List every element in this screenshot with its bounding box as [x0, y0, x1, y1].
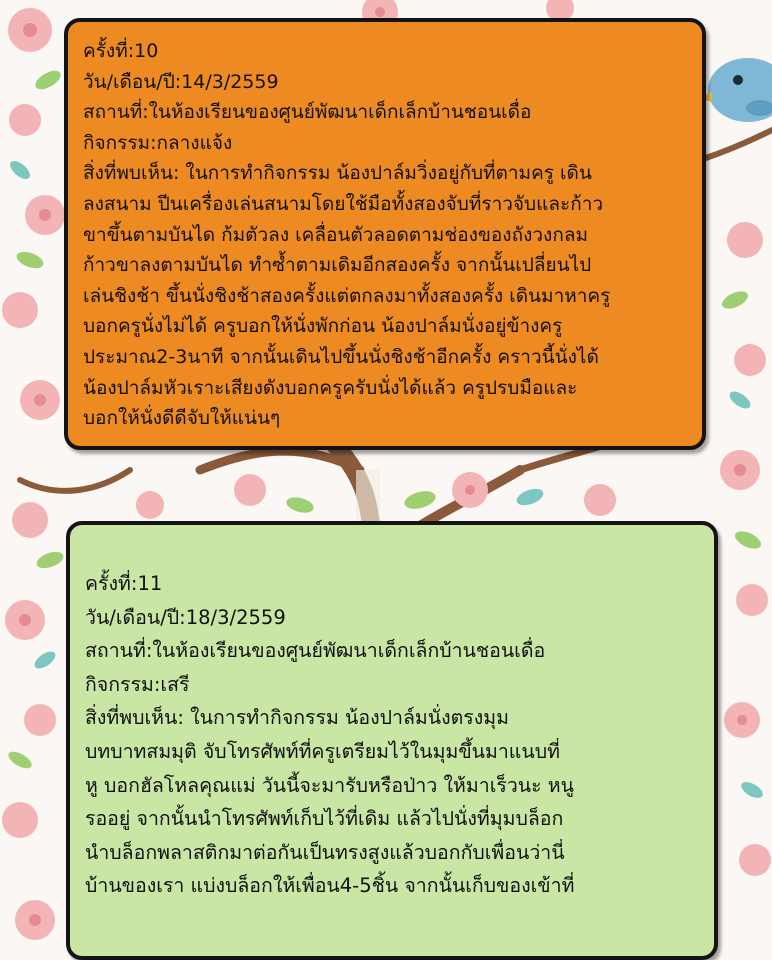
record-date: วัน/เดือน/ปี:14/3/2559	[83, 70, 279, 93]
bird-illustration	[700, 58, 772, 122]
record-location: สถานที่:ในห้องเรียนของศูนย์พัฒนาเด็กเล็กบ้านชอนเดื่อ	[83, 101, 532, 124]
record-observation-line: เล่นชิงช้า ขึ้นนั่งชิงช้าสองครั้งแต่ตกลงมาทั้งสองครั้ง เดินมาหาครู	[83, 284, 611, 307]
record-observation-line: ก้าวขาลงตามบันได ทำซ้ำตามเดิมอีกสองครั้ง จากนั้นเปลี่ยนไป	[83, 254, 592, 277]
record-observation-line: บทบาทสมมุติ จับโทรศัพท์ที่ครูเตรียมไว้ในมุมขึ้นมาแนบที่	[85, 739, 560, 763]
record-observation-line: รออยู่ จากนั้นนำโทรศัพท์เก็บไว้ที่เดิม แล้วไปนั่งที่มุมบล็อก	[85, 807, 564, 831]
record-observation-line: ลงสนาม ปีนเครื่องเล่นสนามโดยใช้มือทั้งสองจับที่ราวจับและก้าว	[83, 192, 604, 215]
record-observation-line: สิ่งที่พบเห็น: ในการทำกิจกรรม น้องปาล์มนั่งตรงมุม	[85, 706, 509, 730]
record-observation-line: สิ่งที่พบเห็น: ในการทำกิจกรรม น้องปาล์มวิ่งอยู่กับที่ตามครู เดิน	[83, 162, 592, 185]
record-date: วัน/เดือน/ปี:18/3/2559	[85, 605, 286, 629]
observation-card-11	[66, 521, 718, 960]
record-number: ครั้งที่:11	[85, 572, 163, 595]
record-observation-line: บอกให้นั่งดีดีจับให้แน่นๆ	[83, 407, 281, 430]
record-location: สถานที่:ในห้องเรียนของศูนย์พัฒนาเด็กเล็กบ้านชอนเดื่อ	[85, 639, 546, 663]
record-activity: กิจกรรม:กลางแจ้ง	[83, 131, 233, 154]
record-observation-line: ประมาณ2-3นาที จากนั้นเดินไปขึ้นนั่งชิงช้าอีกครั้ง คราวนี้นั่งได้	[83, 345, 599, 368]
record-observation-line: หู บอกฮัลโหลคุณแม่ วันนี้จะมารับหรือป่าว ให้มาเร็วนะ หนู	[85, 773, 574, 797]
record-observation-line: บ้านของเรา แบ่งบล็อกให้เพื่อน4-5ชิ้น จากนั้นเก็บของเข้าที่	[85, 874, 575, 898]
record-observation-line: ขาขึ้นตามบันได ก้มตัวลง เคลื่อนตัวลอดตามช่องของถังวงกลม	[83, 223, 588, 246]
record-observation-line: นำบล็อกพลาสติกมาต่อกันเป็นทรงสูงแล้วบอกกับเพื่อนว่านี่	[85, 840, 565, 864]
record-observation-line: บอกครูนั่งไม่ได้ ครูบอกให้นั่งพักก่อน น้องปาล์มนั่งอยู่ข้างครู	[83, 315, 563, 338]
record-number: ครั้งที่:10	[83, 40, 159, 62]
observation-card-10	[64, 18, 706, 450]
record-activity: กิจกรรม:เสรี	[85, 672, 190, 696]
record-observation-line: น้องปาล์มหัวเราะเสียงดังบอกครูครับนั่งได้แล้ว ครูปรบมือและ	[83, 376, 578, 399]
